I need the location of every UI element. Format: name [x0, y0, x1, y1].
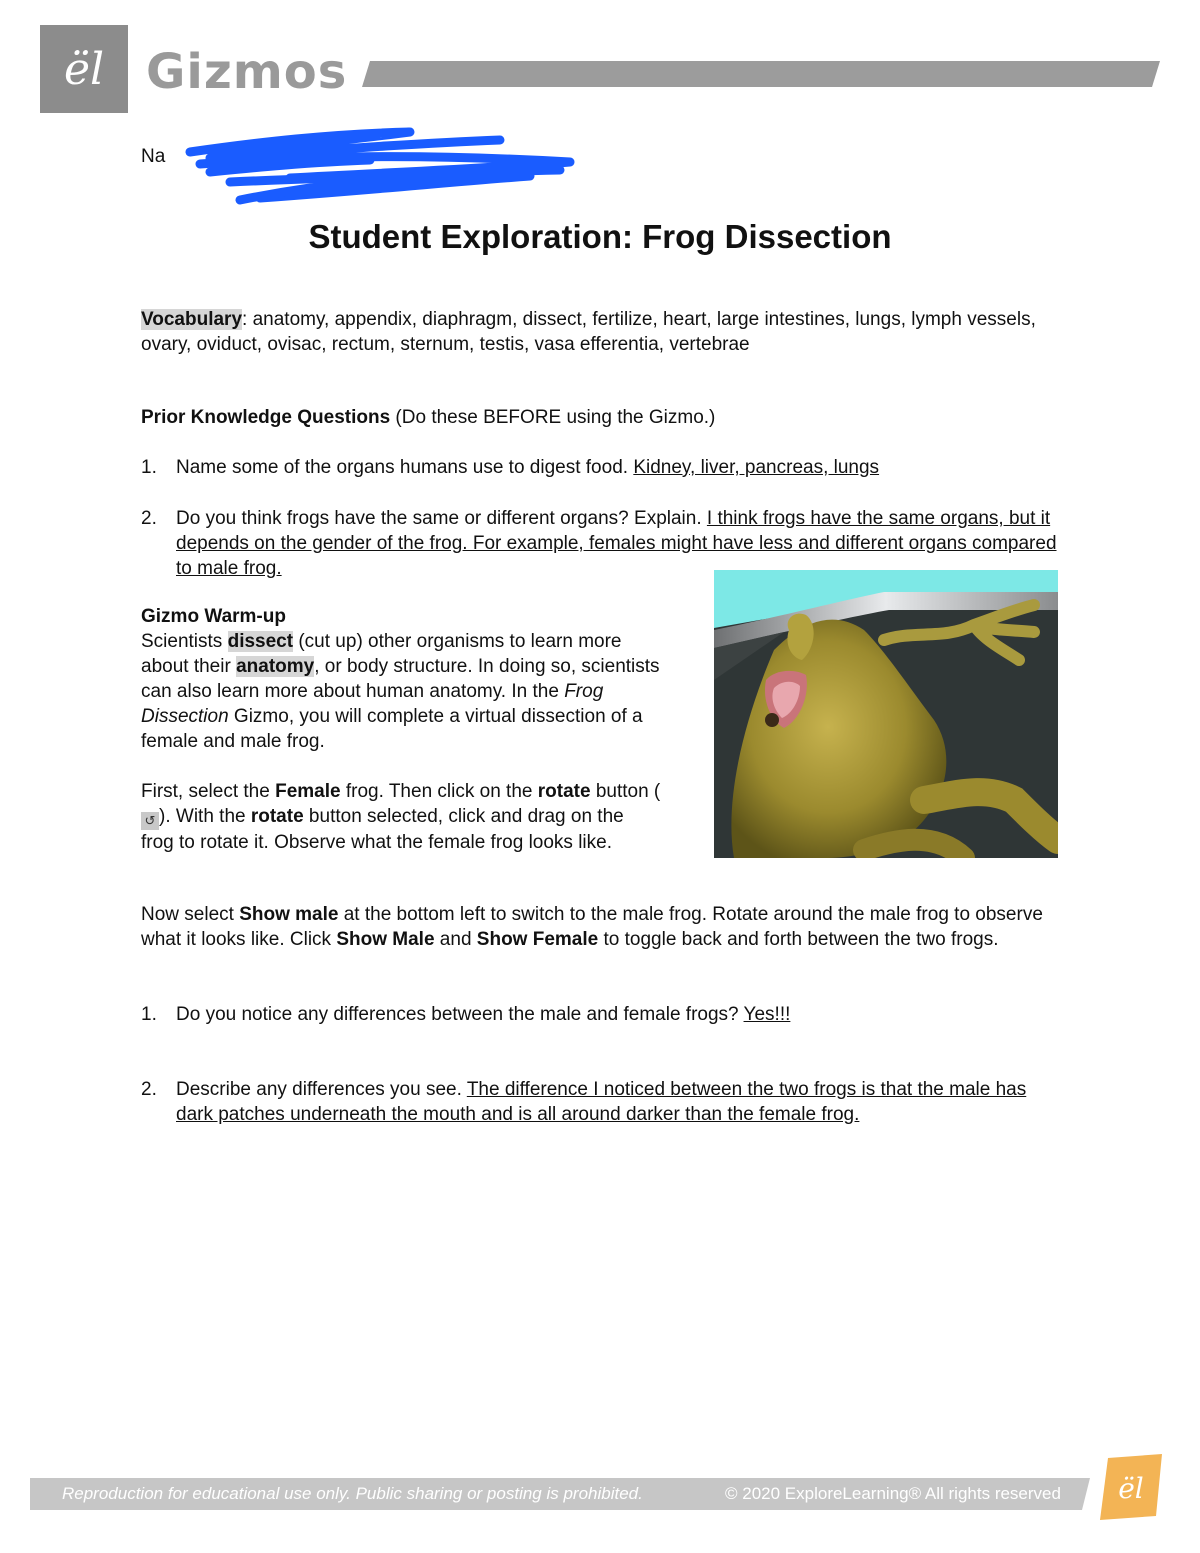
text-run: ). With the: [159, 806, 251, 827]
prior-note: (Do these BEFORE using the Gizmo.): [390, 407, 716, 428]
text-run: button (: [590, 781, 661, 802]
text-run: button selected, click and drag on the frog to rotate it. Observe what the female frog looks like.: [141, 806, 624, 853]
vocabulary-section: [141, 307, 1061, 357]
text-run: to toggle back and forth between the two frogs.: [598, 929, 999, 950]
question-text: Do you notice any differences between the male and female frogs?: [176, 1004, 744, 1025]
question-number: 1.: [141, 457, 157, 478]
text-run: Scientists: [141, 631, 228, 652]
warmup-heading: Gizmo Warm-up: [141, 606, 286, 627]
vocabulary-label: Vocabulary: [141, 309, 243, 330]
name-label: Na: [141, 146, 166, 167]
warmup-paragraph-1: [141, 604, 661, 754]
prior-knowledge-heading: [141, 405, 1061, 430]
footer-notice: Reproduction for educational use only. Public sharing or posting is prohibited.: [62, 1484, 643, 1503]
term-show-male: Show Male: [336, 929, 435, 950]
text-run: and: [434, 929, 477, 950]
answer-text: I think frogs have the same organs, but it depends on the gender of the frog. For example, females might have less and different organs compared to male frog.: [176, 508, 1057, 579]
text-run: at the bottom left to switch to the male frog. Rotate around the male frog to observe what it looks like. Click: [141, 904, 1043, 950]
question-text: Do you think frogs have the same or different organs? Explain.: [176, 508, 707, 529]
gizmo-name: Frog Dissection: [141, 681, 604, 727]
page-title: Student Exploration: Frog Dissection: [308, 218, 892, 255]
logo-glyph: ël: [63, 43, 105, 95]
text-run: Gizmo, you will complete a virtual dissection of a female and male frog.: [141, 706, 643, 752]
gizmos-logo: [40, 25, 128, 113]
term-dissect: dissect: [227, 631, 294, 652]
answer-text: Kidney, liver, pancreas, lungs: [633, 457, 880, 478]
footer-logo-glyph: ël: [1118, 1472, 1144, 1505]
warmup-paragraph-2: [141, 779, 661, 855]
prior-heading: Prior Knowledge Questions: [141, 407, 391, 428]
term-female: Female: [275, 781, 341, 802]
warmup-paragraph-3: [141, 902, 1061, 952]
question-number: 2.: [141, 1079, 157, 1100]
text-run: , or body structure. In doing so, scientists can also learn more about human anatomy. In the: [141, 656, 660, 702]
brand-name: Gizmos: [146, 44, 348, 100]
term-show-male: Show male: [239, 904, 339, 925]
footer-copyright: © 2020 ExploreLearning® All rights reserved: [725, 1484, 1061, 1503]
explorelearning-logo: [1098, 1454, 1164, 1520]
text-run: First, select the: [141, 781, 276, 802]
answer-text: Yes!!!: [743, 1004, 791, 1025]
term-rotate: rotate: [250, 806, 304, 827]
answer-text: The difference I noticed between the two frogs is that the male has dark patches underneath the mouth and is all around darker than the female frog.: [176, 1079, 1027, 1125]
text-run: (cut up) other organisms to learn more about their: [141, 631, 622, 677]
question-text: Describe any differences you see.: [176, 1079, 467, 1100]
question-number: 1.: [141, 1004, 157, 1025]
term-show-female: Show Female: [476, 929, 599, 950]
header-bar: [362, 61, 1160, 87]
text-run: frog. Then click on the: [340, 781, 538, 802]
rotate-icon: ↺: [141, 812, 159, 830]
term-rotate: rotate: [537, 781, 591, 802]
question-number: 2.: [141, 508, 157, 529]
text-run: Now select: [141, 904, 240, 925]
vocabulary-list: : anatomy, appendix, diaphragm, dissect, fertilize, heart, large intestines, lungs, lymph vessels, ovary, oviduct, ovisac, rectum, sternum, testis, vasa efferentia, vertebrae: [141, 309, 1036, 355]
question-text: Name some of the organs humans use to digest food.: [176, 457, 634, 478]
redaction-scribble: [170, 122, 590, 210]
frog-image: [714, 570, 1058, 858]
term-anatomy: anatomy: [236, 656, 315, 677]
